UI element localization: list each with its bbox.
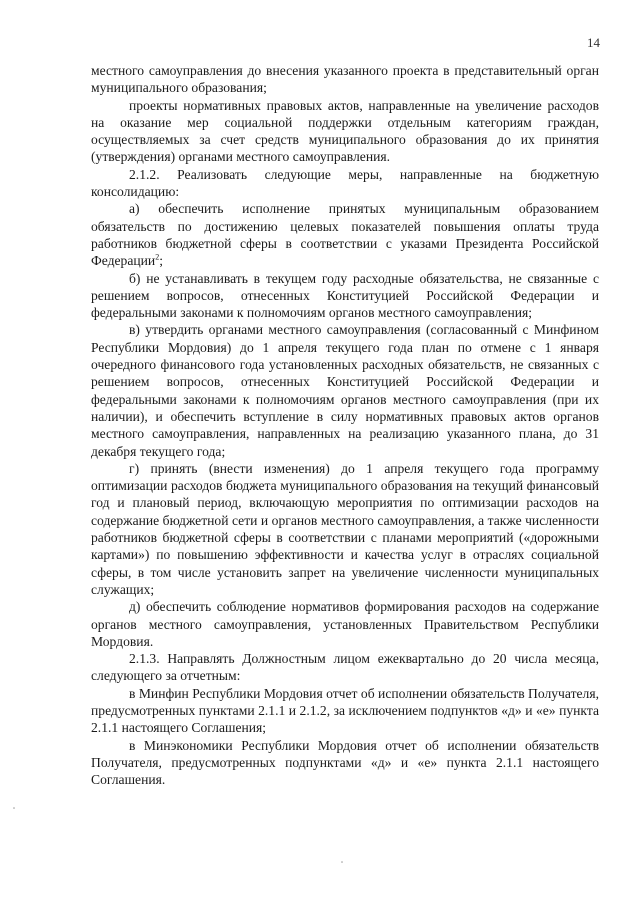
paragraph-item-d: д) обеспечить соблюдение нормативов формирования расходов на содержание органов местного самоуправления, установленных Правительством Республики Мордовия. [91, 599, 599, 649]
paragraph-continuation: местного самоуправления до внесения указанного проекта в представительный орган муниципального образования; [91, 63, 599, 96]
paragraph-2-1-3: 2.1.3. Направлять Должностным лицом ежеквартально до 20 числа месяца, следующего за отчетным: [91, 651, 599, 684]
footnote-ref: 2 [155, 252, 160, 262]
document-body [91, 62, 599, 788]
paragraph-draft-acts: проекты нормативных правовых актов, направленные на увеличение расходов на оказание мер социальной поддержки отдельным категориям граждан, осуществляемых за счет средств муниципального образования до их принятия (утверждения) органами местного самоуправления. [91, 97, 599, 165]
item-a-end: ; [159, 253, 163, 269]
paragraph-item-b: б) не устанавливать в текущем году расходные обязательства, не связанные с решением вопросов, отнесенных Конституцией Российской Федерации и федеральными законами к полномочиям органов местного самоуправления; [91, 270, 599, 321]
paragraph-mineconomy-report: в Минэкономики Республики Мордовия отчет об исполнении обязательств Получателя, предусмотренных подпунктами «д» и «е» пункта 2.1.1 настоящего Соглашения. [91, 737, 599, 788]
paragraph-item-g: г) принять (внести изменения) до 1 апреля текущего года программу оптимизации расходов бюджета муниципального образования на текущий финансовый год и плановый период, включающую мероприятия по оптимизации расходов на содержание бюджетной сети и органов местного самоуправления, а также численности работников бюджетной сферы в соответствии с планами мероприятий («дорожными картами») по повышению эффективности и качества услуг в отраслях социальной сферы, в том числе установить запрет на увеличение численности муниципальных служащих; [91, 460, 599, 597]
page-number: 14 [587, 35, 600, 50]
paragraph-item-v: в) утвердить органами местного самоуправления (согласованный с Минфином Республики Мордовия) до 1 апреля текущего года план по отмене с 1 января очередного финансового года установленных расходных обязательств, не связанных с решением вопросов, отнесенных Конституцией Российской Федерации и федеральными законами к полномочиям органов местного самоуправления (при их наличии), и обеспечить вступление в силу нормативных правовых актов органов местного самоуправления, направленных на реализацию указанного плана, до 31 декабря текущего года; [91, 322, 599, 459]
paragraph-minfin-report: в Минфин Республики Мордовия отчет об исполнении обязательств Получателя, предусмотренных пунктами 2.1.1 и 2.1.2, за исключением подпунктов «д» и «е» пункта 2.1.1 настоящего Соглашения; [91, 685, 599, 736]
scan-dot [13, 807, 15, 809]
item-a-text: а) обеспечить исполнение принятых муниципальным образованием обязательств по достижению целевых показателей повышения оплаты труда работников бюджетной сферы в соответствии с указами Президента Российской Федерации [91, 201, 599, 269]
paragraph-item-a [91, 200, 599, 269]
paragraph-2-1-2: 2.1.2. Реализовать следующие меры, направленные на бюджетную консолидацию: [91, 166, 599, 200]
scan-dot [341, 861, 343, 863]
